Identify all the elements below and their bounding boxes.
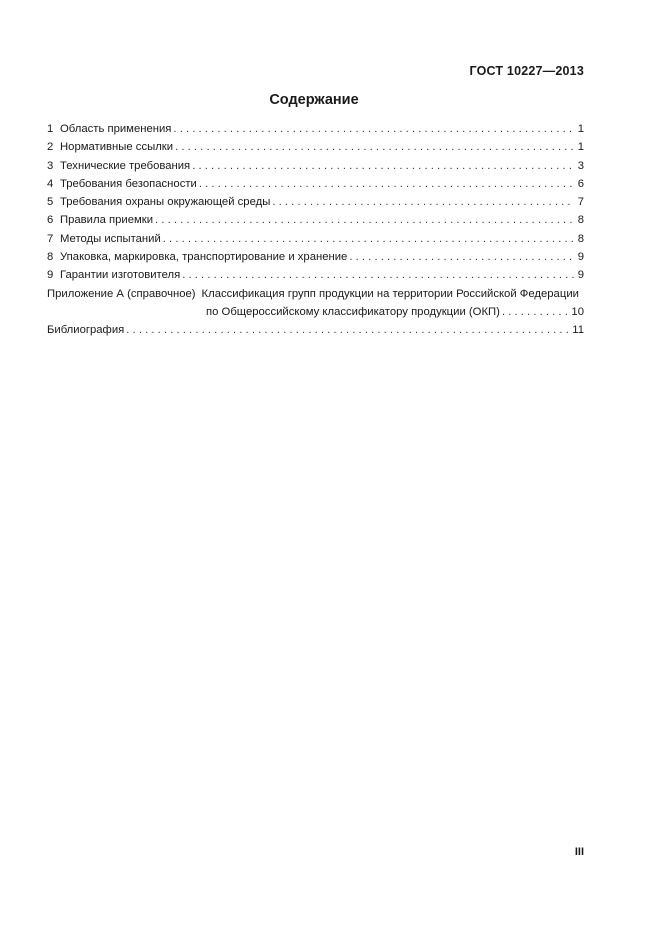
toc-entry-page: 9 xyxy=(577,251,584,264)
toc-entry-2[interactable] xyxy=(47,138,584,156)
toc-entry-text: Область применения xyxy=(60,123,172,135)
toc-entry-page: 1 xyxy=(577,123,584,135)
toc-entry-5[interactable] xyxy=(47,193,584,211)
toc-leader-dots xyxy=(182,266,574,284)
toc-leader-dots xyxy=(163,230,574,248)
toc-leader-dots xyxy=(349,248,574,266)
page-number: III xyxy=(574,846,584,858)
toc-entry-bibliography[interactable] xyxy=(47,321,584,339)
toc-entry-page: 6 xyxy=(577,177,584,190)
appendix-title-line2: по Общероссийскому классификатору продукции (ОКП) xyxy=(206,305,500,318)
toc-entry-6[interactable] xyxy=(47,211,584,229)
toc-entry-number: 9 xyxy=(47,269,54,282)
toc-leader-dots xyxy=(155,211,574,229)
toc-leader-dots xyxy=(173,120,574,138)
toc-entry-text: Требования безопасности xyxy=(60,177,197,190)
toc-entry-text: Нормативные ссылки xyxy=(60,141,174,154)
toc-leader-dots xyxy=(126,321,570,339)
toc-entry-page: 10 xyxy=(571,305,584,318)
toc-entry-page: 8 xyxy=(577,214,584,227)
toc-entry-text: Библиография xyxy=(47,324,125,337)
toc-entry-7[interactable] xyxy=(47,230,584,248)
toc-entry-9[interactable] xyxy=(47,266,584,284)
toc-leader-dots xyxy=(199,175,574,193)
toc-entry-number: 6 xyxy=(47,214,54,227)
toc-entry-number: 5 xyxy=(47,196,54,209)
toc-entry-text: Методы испытаний xyxy=(60,232,161,245)
appendix-label: Приложение А (справочное) xyxy=(47,287,196,300)
toc-entry-appendix-a[interactable] xyxy=(47,285,584,322)
toc-title: Содержание xyxy=(269,92,359,108)
toc-leader-dots xyxy=(192,157,574,175)
toc-entry-1[interactable] xyxy=(47,120,584,138)
toc-entry-text: Правила приемки xyxy=(60,214,154,227)
toc-entry-page: 1 xyxy=(577,141,584,154)
toc-entry-8[interactable] xyxy=(47,248,584,266)
toc-leader-dots xyxy=(502,303,569,321)
toc-entry-number: 7 xyxy=(47,232,54,245)
toc-entry-3[interactable] xyxy=(47,157,584,175)
toc-entry-number: 3 xyxy=(47,159,54,172)
toc-entry-number: 4 xyxy=(47,177,54,190)
toc-leader-dots xyxy=(175,138,574,156)
toc-entry-text: Требования охраны окружающей среды xyxy=(60,196,271,209)
toc-entry-page: 7 xyxy=(577,196,584,209)
toc-entry-number: 2 xyxy=(47,141,54,154)
toc-entry-page: 3 xyxy=(577,159,584,172)
toc-entry-page: 11 xyxy=(572,324,584,337)
toc-entry-text: Гарантии изготовителя xyxy=(60,269,181,282)
standard-code: ГОСТ 10227—2013 xyxy=(469,64,584,78)
toc-leader-dots xyxy=(272,193,574,211)
toc-entry-number: 8 xyxy=(47,251,54,264)
table-of-contents xyxy=(47,120,584,340)
toc-entry-page: 8 xyxy=(577,232,584,245)
toc-entry-page: 9 xyxy=(577,269,584,282)
toc-entry-text: Технические требования xyxy=(60,159,191,172)
toc-entry-text: Упаковка, маркировка, транспортирование и хранение xyxy=(60,251,348,264)
toc-entry-4[interactable] xyxy=(47,175,584,193)
toc-entry-number: 1 xyxy=(47,123,54,135)
appendix-title-line1: Классификация групп продукции на территории Российской Федерации xyxy=(201,287,579,300)
